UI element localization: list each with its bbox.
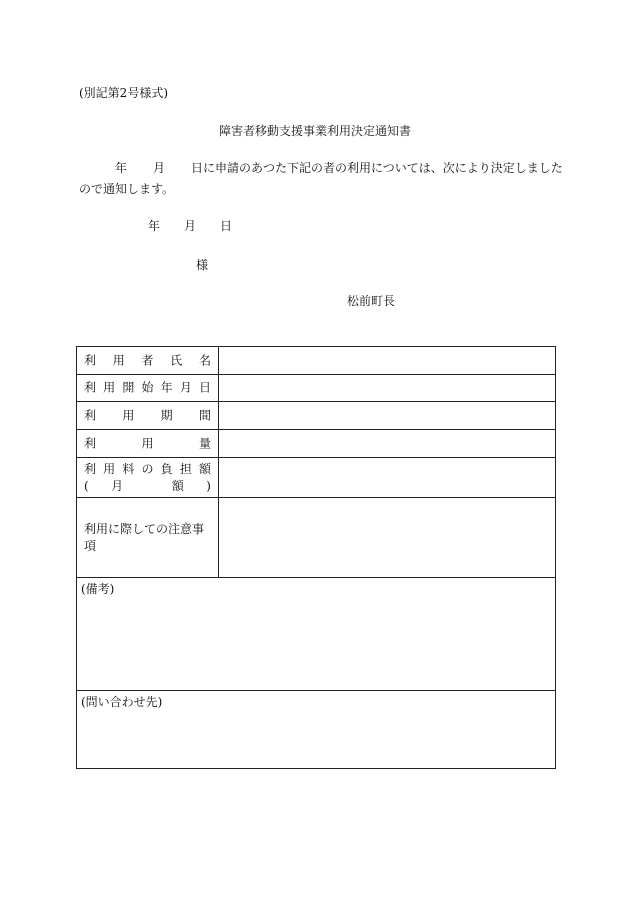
decision-table xyxy=(76,346,556,769)
label-user-name: 利用者氏名 xyxy=(84,353,211,367)
label-fee xyxy=(84,461,211,495)
notice-year: 年 xyxy=(115,161,128,175)
addressee-suffix: 様 xyxy=(196,258,209,272)
label-start-date: 利用開始年月日 xyxy=(84,380,211,395)
row-label-cell xyxy=(77,430,219,457)
notice-line-1 xyxy=(79,159,563,176)
remarks-label: (備考) xyxy=(81,582,115,596)
row-user-name xyxy=(77,347,555,375)
row-fee xyxy=(77,458,555,498)
notice-text: 日に申請のあつた下記の者の利用については、次により決定しました xyxy=(191,161,563,175)
contact-label: (問い合わせ先) xyxy=(81,695,163,709)
row-label-cell xyxy=(77,402,219,429)
label-fee-line1: 利用料の負担額 xyxy=(84,461,211,476)
notice-month: 月 xyxy=(153,161,166,175)
row-label-cell xyxy=(77,498,219,577)
label-amount: 利用量 xyxy=(84,436,211,450)
issue-day: 日 xyxy=(220,219,233,233)
row-label-cell xyxy=(77,347,219,374)
row-label-cell xyxy=(77,458,219,497)
row-remarks xyxy=(77,578,555,691)
issuer-name: 松前町長 xyxy=(347,294,396,308)
label-fee-line2: (月 額) xyxy=(84,478,211,493)
row-amount xyxy=(77,430,555,458)
issue-date xyxy=(148,217,232,234)
row-period xyxy=(77,402,555,430)
issue-month: 月 xyxy=(184,219,197,233)
row-start-date xyxy=(77,375,555,402)
row-label-cell xyxy=(77,375,219,401)
row-notes xyxy=(77,498,555,578)
label-notes: 利用に際しての注意事項 xyxy=(84,521,205,553)
notice-line-2: ので通知します。 xyxy=(79,182,175,196)
issue-year: 年 xyxy=(148,219,161,233)
form-type-label: (別記第2号様式) xyxy=(79,86,168,100)
label-period: 利用期間 xyxy=(84,408,211,422)
row-contact xyxy=(77,691,555,770)
document-title: 障害者移動支援事業利用決定通知書 xyxy=(218,124,411,138)
